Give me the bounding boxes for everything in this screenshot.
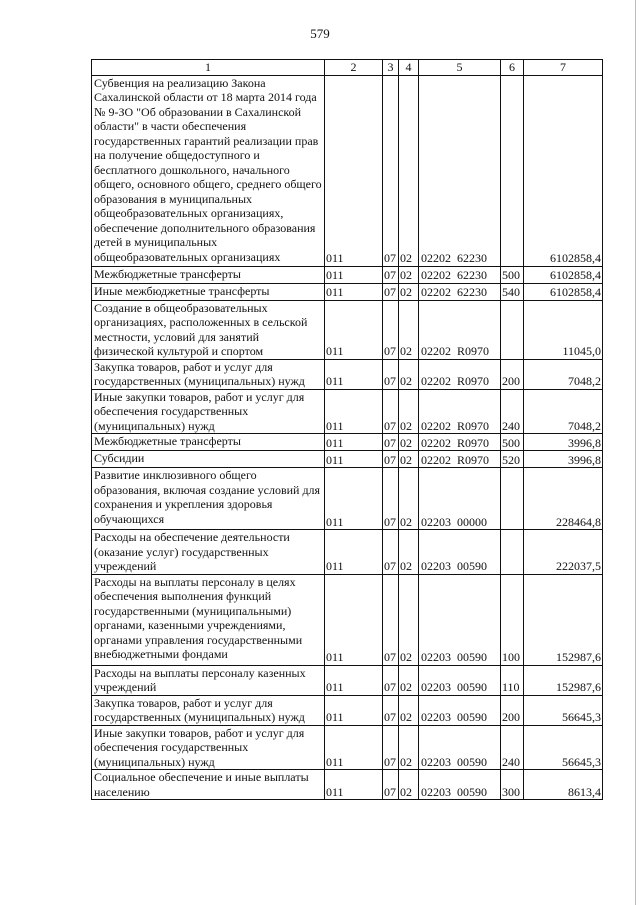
- ministry-code-cell: 011: [325, 359, 383, 389]
- expense-type-cell: 240: [501, 389, 524, 434]
- amount-cell: 11045,0: [524, 300, 603, 359]
- expense-type-cell: [501, 300, 524, 359]
- table-row: [92, 389, 603, 434]
- column-header: 1: [92, 60, 325, 76]
- expense-type-cell: 300: [501, 770, 524, 800]
- section-cell: 07: [383, 266, 399, 283]
- amount-cell: 228464,8: [524, 468, 603, 530]
- column-header: 7: [524, 60, 603, 76]
- expense-type-cell: 100: [501, 574, 524, 665]
- section-cell: 07: [383, 75, 399, 266]
- section-cell: 07: [383, 389, 399, 434]
- row-name-cell: Субвенция на реализацию Закона Сахалинской области от 18 марта 2014 года № 9-ЗО "Об образовании в Сахалинской области" в части обеспечения государственных гарантий реализации прав на получение общедоступного и бесплатного дошкольного, начального общего, основного общего, среднего общего образования в муниципальных общеобразовательных организациях, обеспечение дополнительного образования детей в муниципальных общеобразовательных организациях: [92, 75, 325, 266]
- row-name-cell: Субсидии: [92, 451, 325, 468]
- page-number: 579: [310, 26, 330, 41]
- subsection-cell: 02: [399, 665, 419, 695]
- column-header: 6: [501, 60, 524, 76]
- section-cell: 07: [383, 359, 399, 389]
- table-row: [92, 530, 603, 575]
- ministry-code-cell: 011: [325, 300, 383, 359]
- row-name-cell: Иные закупки товаров, работ и услуг для обеспечения государственных (муниципальных) нужд: [92, 389, 325, 434]
- ministry-code-cell: 011: [325, 665, 383, 695]
- row-name-cell: Социальное обеспечение и иные выплаты населению: [92, 770, 325, 800]
- column-header: 5: [419, 60, 501, 76]
- column-header: 3: [383, 60, 399, 76]
- table-row: [92, 725, 603, 770]
- target-article-cell: 02202 R0970: [419, 389, 501, 434]
- target-article-cell: 02203 00590: [419, 770, 501, 800]
- amount-cell: 222037,5: [524, 530, 603, 575]
- amount-cell: 56645,3: [524, 695, 603, 725]
- expense-type-cell: [501, 468, 524, 530]
- subsection-cell: 02: [399, 770, 419, 800]
- subsection-cell: 02: [399, 434, 419, 451]
- subsection-cell: 02: [399, 389, 419, 434]
- amount-cell: 152987,6: [524, 574, 603, 665]
- target-article-cell: 02202 62230: [419, 283, 501, 300]
- section-cell: 07: [383, 451, 399, 468]
- table-row: [92, 434, 603, 451]
- amount-cell: 3996,8: [524, 434, 603, 451]
- row-name-cell: Расходы на выплаты персоналу в целях обеспечения выполнения функций государственными (муниципальными) органами, казенными учреждениями, органами управления государственными внебюджетными фондами: [92, 574, 325, 665]
- table-row: [92, 574, 603, 665]
- row-name-cell: Расходы на выплаты персоналу казенных учреждений: [92, 665, 325, 695]
- ministry-code-cell: 011: [325, 266, 383, 283]
- expense-type-cell: [501, 75, 524, 266]
- section-cell: 07: [383, 725, 399, 770]
- table-row: [92, 359, 603, 389]
- section-cell: 07: [383, 300, 399, 359]
- expense-type-cell: 500: [501, 434, 524, 451]
- amount-cell: 7048,2: [524, 389, 603, 434]
- row-name-cell: Закупка товаров, работ и услуг для государственных (муниципальных) нужд: [92, 695, 325, 725]
- target-article-cell: 02202 R0970: [419, 451, 501, 468]
- row-name-cell: Межбюджетные трансферты: [92, 434, 325, 451]
- target-article-cell: 02203 00590: [419, 574, 501, 665]
- section-cell: 07: [383, 665, 399, 695]
- target-article-cell: 02202 R0970: [419, 359, 501, 389]
- row-name-cell: Иные закупки товаров, работ и услуг для обеспечения государственных (муниципальных) нужд: [92, 725, 325, 770]
- section-cell: 07: [383, 574, 399, 665]
- ministry-code-cell: 011: [325, 725, 383, 770]
- ministry-code-cell: 011: [325, 389, 383, 434]
- table-row: [92, 468, 603, 530]
- expense-type-cell: 200: [501, 359, 524, 389]
- column-header: 4: [399, 60, 419, 76]
- target-article-cell: 02203 00590: [419, 695, 501, 725]
- section-cell: 07: [383, 770, 399, 800]
- column-header: 2: [325, 60, 383, 76]
- amount-cell: 6102858,4: [524, 266, 603, 283]
- subsection-cell: 02: [399, 530, 419, 575]
- ministry-code-cell: 011: [325, 695, 383, 725]
- section-cell: 07: [383, 283, 399, 300]
- subsection-cell: 02: [399, 574, 419, 665]
- target-article-cell: 02202 62230: [419, 266, 501, 283]
- table-row: [92, 283, 603, 300]
- subsection-cell: 02: [399, 359, 419, 389]
- ministry-code-cell: 011: [325, 75, 383, 266]
- ministry-code-cell: 011: [325, 770, 383, 800]
- target-article-cell: 02203 00000: [419, 468, 501, 530]
- table-row: [92, 770, 603, 800]
- subsection-cell: 02: [399, 300, 419, 359]
- table-row: [92, 665, 603, 695]
- row-name-cell: Расходы на обеспечение деятельности (оказание услуг) государственных учреждений: [92, 530, 325, 575]
- ministry-code-cell: 011: [325, 468, 383, 530]
- section-cell: 07: [383, 434, 399, 451]
- subsection-cell: 02: [399, 468, 419, 530]
- row-name-cell: Закупка товаров, работ и услуг для государственных (муниципальных) нужд: [92, 359, 325, 389]
- amount-cell: 56645,3: [524, 725, 603, 770]
- page-edge-line: [635, 0, 636, 905]
- expense-type-cell: 500: [501, 266, 524, 283]
- budget-table: [91, 59, 603, 800]
- amount-cell: 6102858,4: [524, 75, 603, 266]
- section-cell: 07: [383, 530, 399, 575]
- subsection-cell: 02: [399, 725, 419, 770]
- expense-type-cell: 240: [501, 725, 524, 770]
- table-row: [92, 695, 603, 725]
- table-row: [92, 451, 603, 468]
- ministry-code-cell: 011: [325, 451, 383, 468]
- subsection-cell: 02: [399, 451, 419, 468]
- row-name-cell: Развитие инклюзивного общего образования, включая создание условий для сохранения и укрепления здоровья обучающихся: [92, 468, 325, 530]
- row-name-cell: Межбюджетные трансферты: [92, 266, 325, 283]
- table-row: [92, 300, 603, 359]
- target-article-cell: 02203 00590: [419, 725, 501, 770]
- ministry-code-cell: 011: [325, 434, 383, 451]
- target-article-cell: 02202 R0970: [419, 300, 501, 359]
- subsection-cell: 02: [399, 695, 419, 725]
- subsection-cell: 02: [399, 266, 419, 283]
- target-article-cell: 02203 00590: [419, 665, 501, 695]
- table-row: [92, 75, 603, 266]
- row-name-cell: Создание в общеобразовательных организациях, расположенных в сельской местности, условий для занятий физической культурой и спортом: [92, 300, 325, 359]
- section-cell: 07: [383, 695, 399, 725]
- target-article-cell: 02202 R0970: [419, 434, 501, 451]
- section-cell: 07: [383, 468, 399, 530]
- subsection-cell: 02: [399, 75, 419, 266]
- expense-type-cell: 520: [501, 451, 524, 468]
- target-article-cell: 02202 62230: [419, 75, 501, 266]
- table-row: [92, 266, 603, 283]
- amount-cell: 7048,2: [524, 359, 603, 389]
- amount-cell: 8613,4: [524, 770, 603, 800]
- amount-cell: 3996,8: [524, 451, 603, 468]
- subsection-cell: 02: [399, 283, 419, 300]
- ministry-code-cell: 011: [325, 574, 383, 665]
- amount-cell: 6102858,4: [524, 283, 603, 300]
- expense-type-cell: 110: [501, 665, 524, 695]
- expense-type-cell: 540: [501, 283, 524, 300]
- amount-cell: 152987,6: [524, 665, 603, 695]
- row-name-cell: Иные межбюджетные трансферты: [92, 283, 325, 300]
- ministry-code-cell: 011: [325, 530, 383, 575]
- table-header-row: [92, 60, 603, 76]
- expense-type-cell: [501, 530, 524, 575]
- expense-type-cell: 200: [501, 695, 524, 725]
- ministry-code-cell: 011: [325, 283, 383, 300]
- target-article-cell: 02203 00590: [419, 530, 501, 575]
